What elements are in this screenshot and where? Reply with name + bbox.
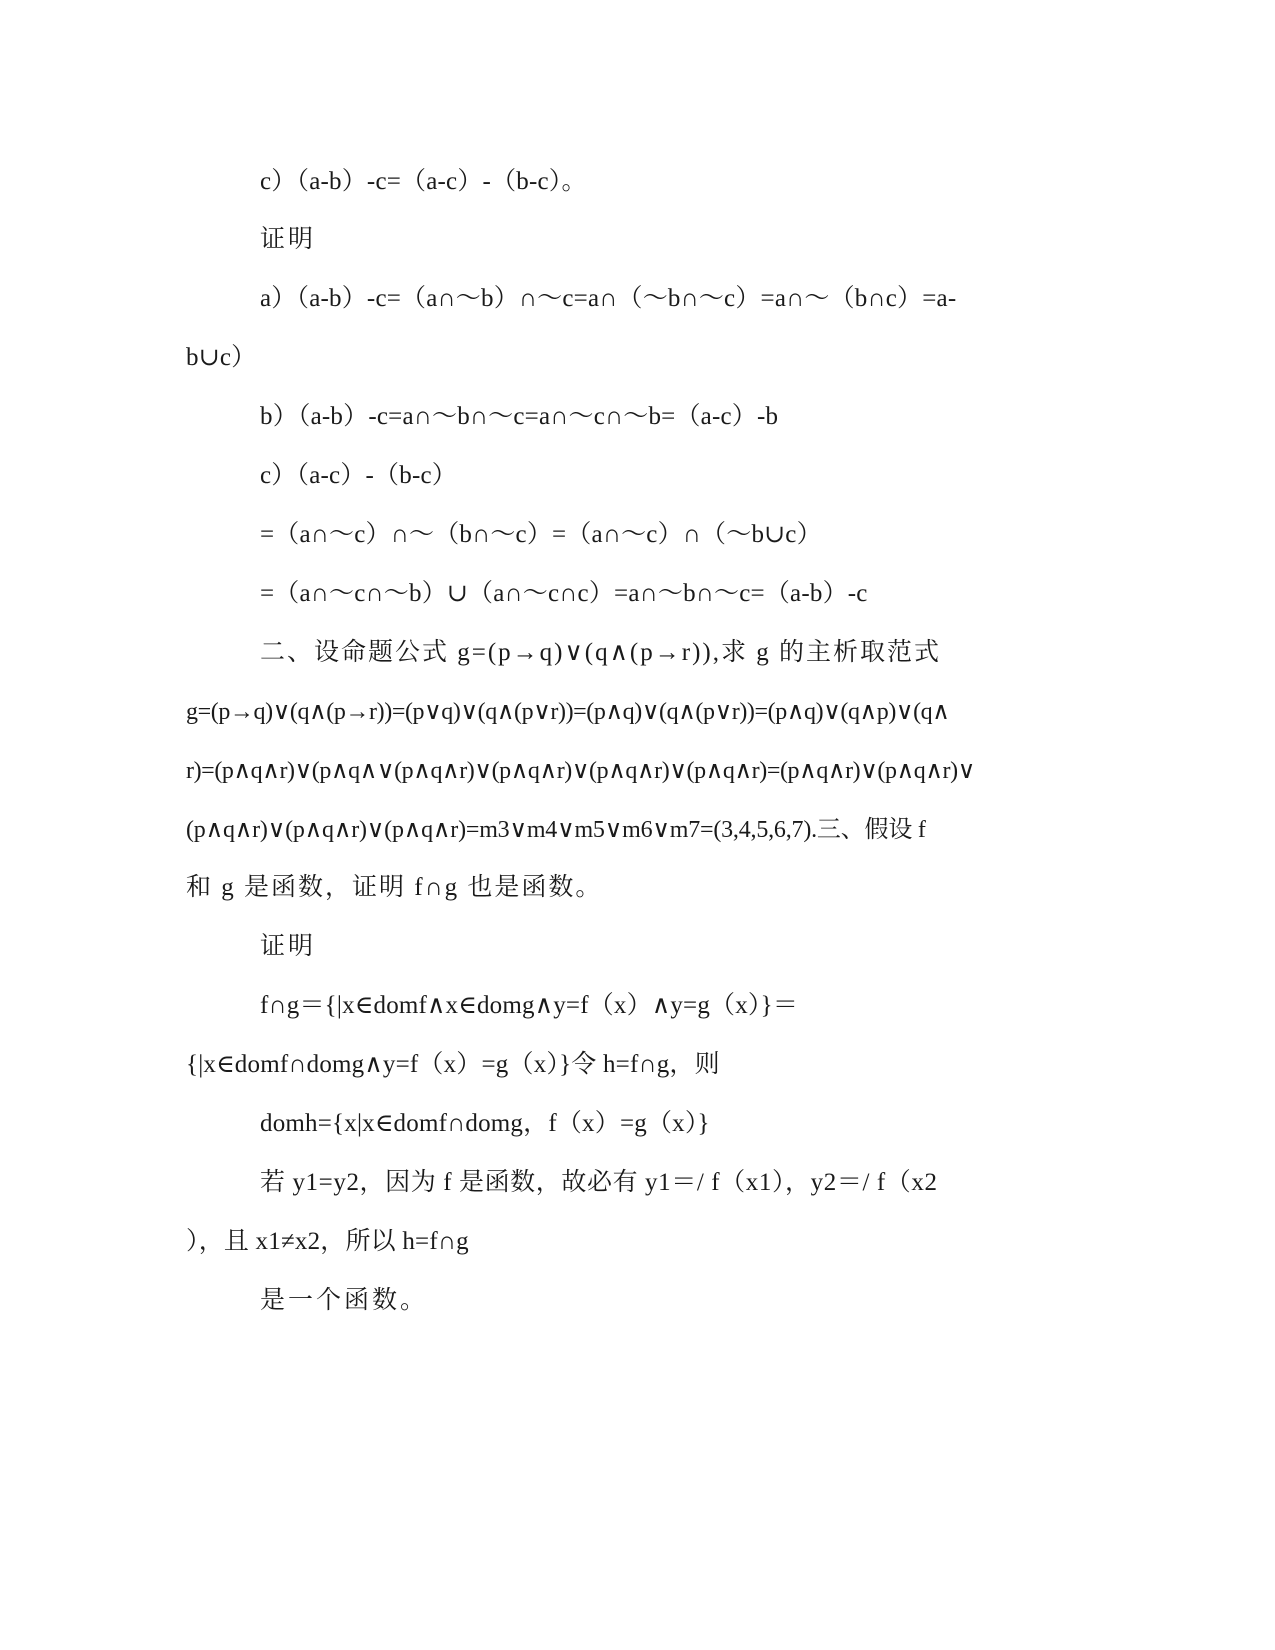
- text-line: =（a∩～c）∩～（b∩～c）=（a∩～c）∩（～b∪c）: [260, 521, 822, 548]
- section-heading: 二、设命题公式 g=(p→q)∨(q∧(p→r)),求 g 的主析取范式: [260, 639, 941, 666]
- text-line: {|x∈domf∩domg∧y=f（x）=g（x）}令 h=f∩g，则: [186, 1051, 720, 1078]
- text-line: (p∧q∧r)∨(p∧q∧r)∨(p∧q∧r)=m3∨m4∨m5∨m6∨m7=(3,4,5,6,7).三、假设 f: [186, 817, 926, 843]
- proof-heading: 证明: [260, 226, 317, 253]
- text-line: 和 g 是函数，证明 f∩g 也是函数。: [186, 874, 603, 901]
- text-line: domh={x|x∈domf∩domg，f（x）=g（x）}: [260, 1110, 710, 1137]
- text-line: b）（a-b）-c=a∩～b∩～c=a∩～c∩～b=（a-c）-b: [260, 403, 779, 430]
- text-line: c）（a-c）-（b-c）: [260, 462, 457, 489]
- text-line: a）（a-b）-c=（a∩～b）∩～c=a∩（～b∩～c）=a∩～（b∩c）=a-: [260, 285, 957, 312]
- text-line: 是一个函数。: [260, 1287, 429, 1314]
- text-line: c）（a-b）-c=（a-c）-（b-c）。: [260, 168, 587, 195]
- text-line: =（a∩～c∩～b）∪（a∩～c∩c）=a∩～b∩～c=（a-b）-c: [260, 580, 868, 607]
- text-line: g=(p→q)∨(q∧(p→r))=(p∨q)∨(q∧(p∨r))=(p∧q)∨(q∧(p∨r))=(p∧q)∨(q∧p)∨(q∧: [186, 699, 950, 725]
- text-line: ），且 x1≠x2，所以 h=f∩g: [186, 1228, 469, 1255]
- text-line: 若 y1=y2，因为 f 是函数，故必有 y1＝/ f（x1），y2＝/ f（x2: [260, 1169, 938, 1196]
- text-line: f∩g＝{|x∈domf∧x∈domg∧y=f（x）∧y=g（x）}＝: [260, 992, 799, 1019]
- text-line: r)=(p∧q∧r)∨(p∧q∧∨(p∧q∧r)∨(p∧q∧r)∨(p∧q∧r)∨(p∧q∧r)=(p∧q∧r)∨(p∧q∧r)∨: [186, 758, 975, 784]
- text-line: b∪c）: [186, 344, 257, 371]
- proof-heading: 证明: [260, 933, 317, 960]
